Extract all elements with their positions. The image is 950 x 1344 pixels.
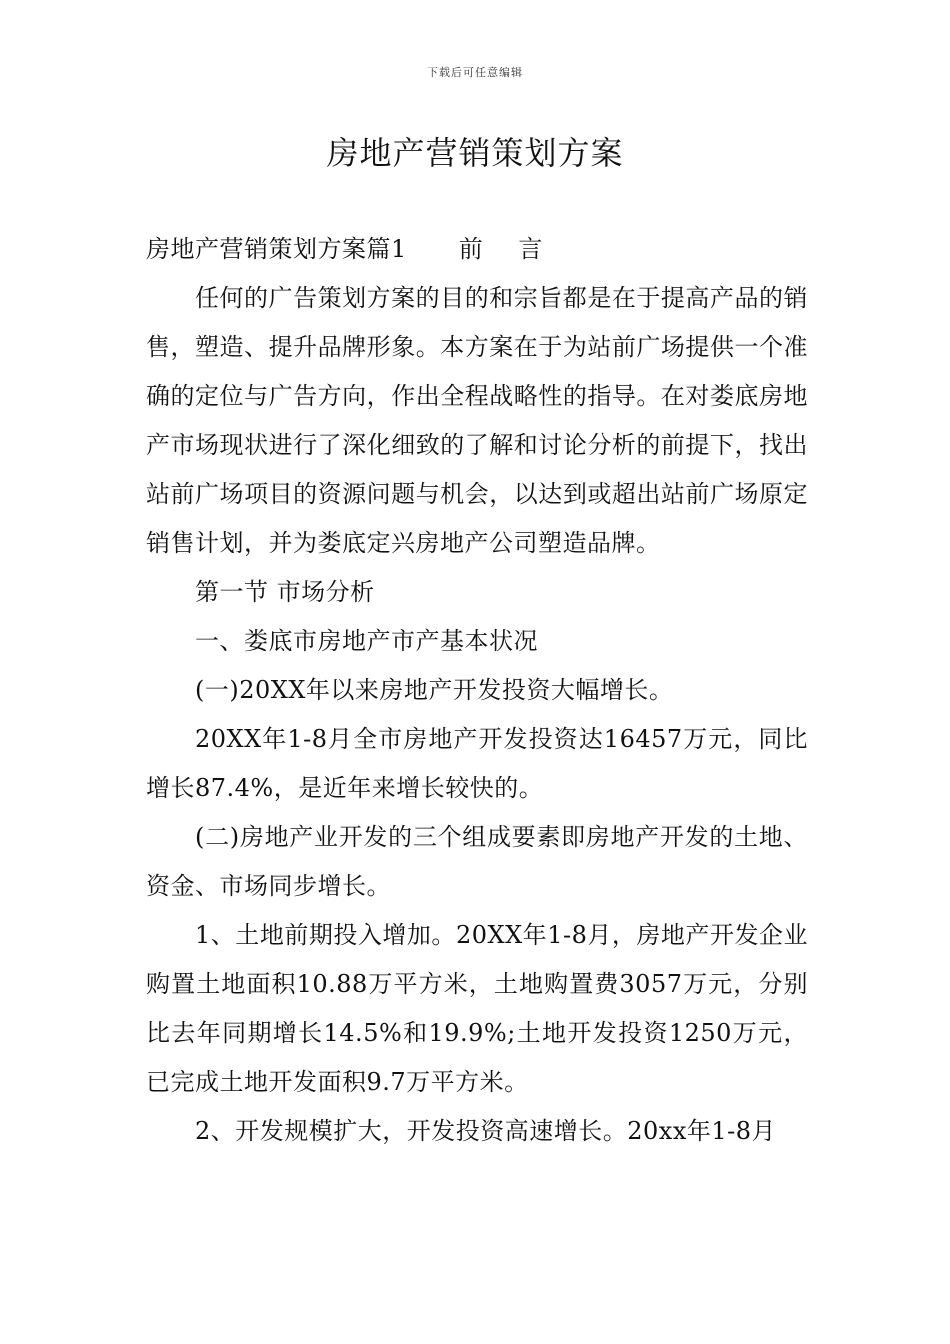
paragraph-subsection-title: 一、娄底市房地产市产基本状况 xyxy=(195,627,538,655)
paragraph-intro: 任何的广告策划方案的目的和宗旨都是在于提高产品的销售，塑造、提升品牌形象。本方案在于为站前广场提供一个准确的定位与广告方向，作出全程战略性的指导。在对娄底房地产市场现状进行了深化细致的了解和讨论分析的前提下，找出站前广场项目的资源问题与机会，以达到或超出站前广场原定销售计划，并为娄底定兴房地产公司塑造品牌。 xyxy=(146,284,808,557)
preface-heading: 前 言 xyxy=(458,235,557,263)
paragraph-item-1: (一)20XX年以来房地产开发投资大幅增长。 xyxy=(195,676,674,704)
document-body xyxy=(146,225,808,1156)
paragraph-land-investment: 1、土地前期投入增加。20XX年1-8月，房地产开发企业购置土地面积10.88万平方米，土地购置费3057万元，分别比去年同期增长14.5%和19.9%;土地开发投资1250万元，已完成土地开发面积9.7万平方米。 xyxy=(146,921,808,1096)
paragraph-development-scale: 2、开发规模扩大，开发投资高速增长。20xx年1-8月 xyxy=(195,1117,777,1145)
section-heading xyxy=(146,225,808,274)
document-title: 房地产营销策划方案 xyxy=(326,134,624,172)
paragraph-item-2: (二)房地产业开发的三个组成要素即房地产开发的土地、资金、市场同步增长。 xyxy=(146,823,808,900)
header-note: 下载后可任意编辑 xyxy=(427,66,523,79)
article-heading: 房地产营销策划方案篇1 xyxy=(146,235,407,263)
paragraph-section-title: 第一节 市场分析 xyxy=(195,578,375,606)
paragraph-investment-stats: 20XX年1-8月全市房地产开发投资达16457万元，同比增长87.4%，是近年来增长较快的。 xyxy=(146,725,808,802)
